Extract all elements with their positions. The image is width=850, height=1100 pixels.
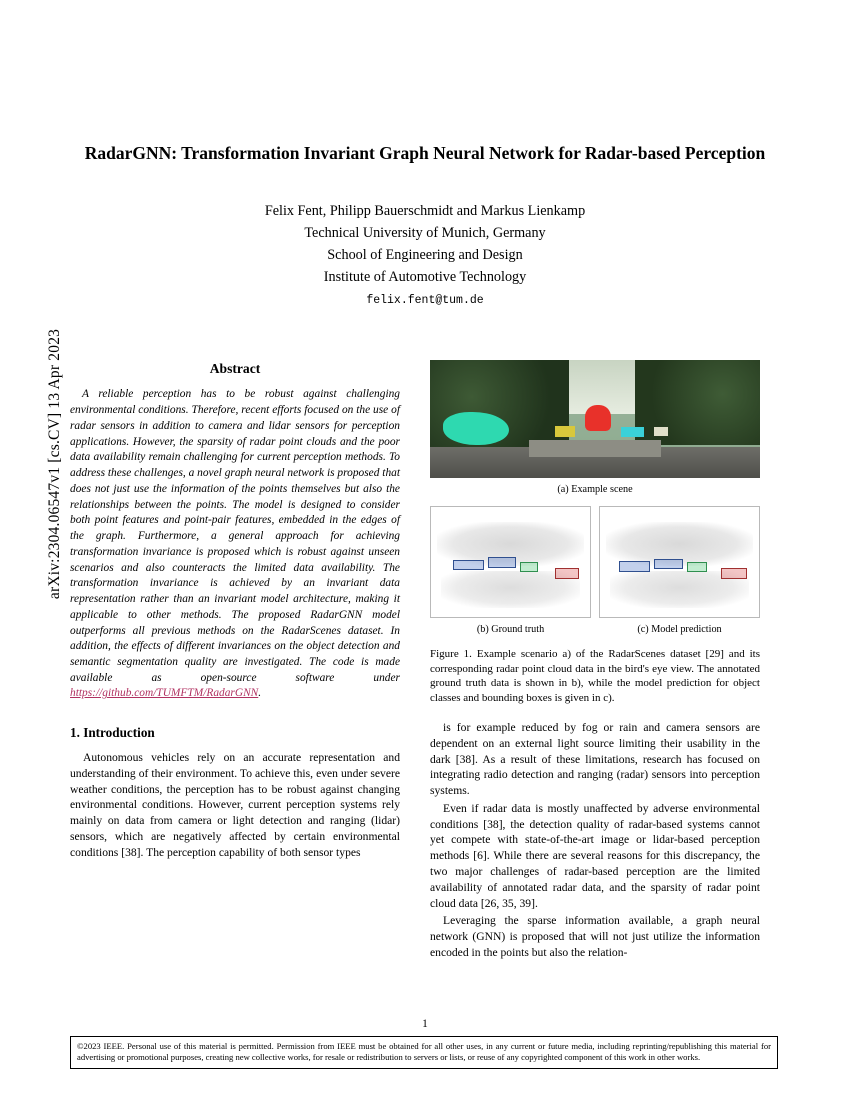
figure-caption [430,647,760,706]
bounding-box [619,561,650,572]
abstract-text-end: . [258,687,262,700]
bounding-box [654,559,683,570]
page-title: RadarGNN: Transformation Invariant Graph Neural Network for Radar-based Perception [84,143,766,163]
affiliation-2: School of Engineering and Design [327,246,523,263]
page-number: 1 [422,1018,428,1030]
paper-page [70,0,780,1100]
affiliation-1: Technical University of Munich, Germany [304,224,546,241]
abstract-body [70,387,400,702]
scene-vehicle-cyan [621,427,644,436]
affiliation-3: Institute of Automotive Technology [323,268,527,285]
figure-caption-text: Example scenario a) of the RadarScenes dataset [29] and its corresponding radar point cloud data in the bird's eye view. The annotated ground truth data is shown in b), while the model prediction for object classes and bounding boxes is given in c). [430,647,761,705]
author-list: Felix Fent, Philipp Bauerschmidt and Markus Lienkamp [264,202,586,219]
abstract-heading: Abstract [209,361,261,376]
bounding-box [453,560,484,571]
figure-subcaption-c: (c) Model prediction [637,623,722,635]
figure-subcaption-b: (b) Ground truth [476,623,545,635]
arxiv-stamp: arXiv:2304.06547v1 [cs.CV] 13 Apr 2023 [46,328,63,600]
copyright-notice: ©2023 IEEE. Personal use of this material is permitted. Permission from IEEE must be obtained for all other uses, in any current or future media, including reprinting/republishing this material for advertising or promotional purposes, creating new collective works, for resale or redistribution to servers or lists, or reuse of any copyrighted component of this work in other works. [70,1036,778,1069]
scene-road-far [529,440,661,457]
bounding-box [687,562,706,572]
ground-truth-bev [430,506,591,618]
bounding-box [555,568,579,579]
figure-1 [430,360,760,706]
figure-caption-label: Figure 1. [430,647,472,660]
two-column-body [70,360,780,1050]
intro-paragraph-1: Autonomous vehicles rely on an accurate representation and understanding of their environment. To achieve this, even under severe weather conditions, the perception has to be robust against changing environmental conditions. However, current perception systems rely mainly on data from camera or light detection and ranging (lidar) sensors, which are negatively affected by certain environmental conditions [38]. The perception capability of both sensor types [70,751,400,859]
abstract-text: A reliable perception has to be robust against challenging environmental conditions. Therefore, recent efforts focused on the use of radar sensors in addition to camera and lidar sensors for perception applications. However, the sparsity of radar point clouds and the poor data availability remain challenging for current perception methods. To address these challenges, a novel graph neural network is proposed that does not just use the information of the points themselves but also the relationships between the points. The model is designed to consider both point features and point-pair features, embedded in the edges of the graph. Furthermore, a general approach for achieving transformation invariance is proposed which is robust against unseen scenarios and also counteracts the limited data availability. The transformation invariance is achieved by an invariant data representation rather than an invariant model architecture, making it applicable to other methods. The proposed RadarGNN model outperforms all previous methods on the RadarScenes dataset. In addition, the effects of different invariances on the object detection and semantic segmentation quality are investigated. The code is made available as open-source software under [70,388,400,684]
example-scene-image [430,360,760,478]
repository-link[interactable]: https://github.com/TUMFTM/RadarGNN [70,687,259,700]
right-column [430,360,760,961]
model-prediction-bev [599,506,760,618]
intro-paragraph-2: is for example reduced by fog or rain and camera sensors are dependent on an external light source limiting their usability in the dark [38]. As a result of these limitations, research has focused on integrating radio detection and ranging (radar) sensors into perception systems. [430,721,760,798]
bounding-box [721,568,747,579]
bounding-box [520,562,538,572]
intro-paragraph-4: Leveraging the sparse information available, a graph neural network (GNN) is proposed that will not just utilize the information encoded in the points but also the relation- [430,914,760,959]
contact-email[interactable]: felix.fent@tum.de [366,293,484,307]
bounding-box [488,557,515,568]
left-column [70,360,400,860]
bev-row [430,506,760,618]
introduction-heading: 1. Introduction [70,725,155,741]
scene-annotation-teal [443,412,509,445]
intro-paragraph-3: Even if radar data is mostly unaffected by adverse environmental conditions [38], the detection quality of radar-based systems cannot yet compete with state-of-the-art image or lidar-based perception methods [6]. While there are several reasons for this discrepancy, the two major challenges of radar-based perception are the limited availability of annotated radar data, and the sparsity of radar point cloud data [26, 35, 39]. [430,801,760,910]
scene-annotation-red [585,405,611,431]
bev-subcaption-row [430,618,760,637]
figure-subcaption-a: (a) Example scene [557,484,633,495]
scene-vehicle-yellow [555,426,575,437]
scene-vehicle-white [654,427,667,435]
